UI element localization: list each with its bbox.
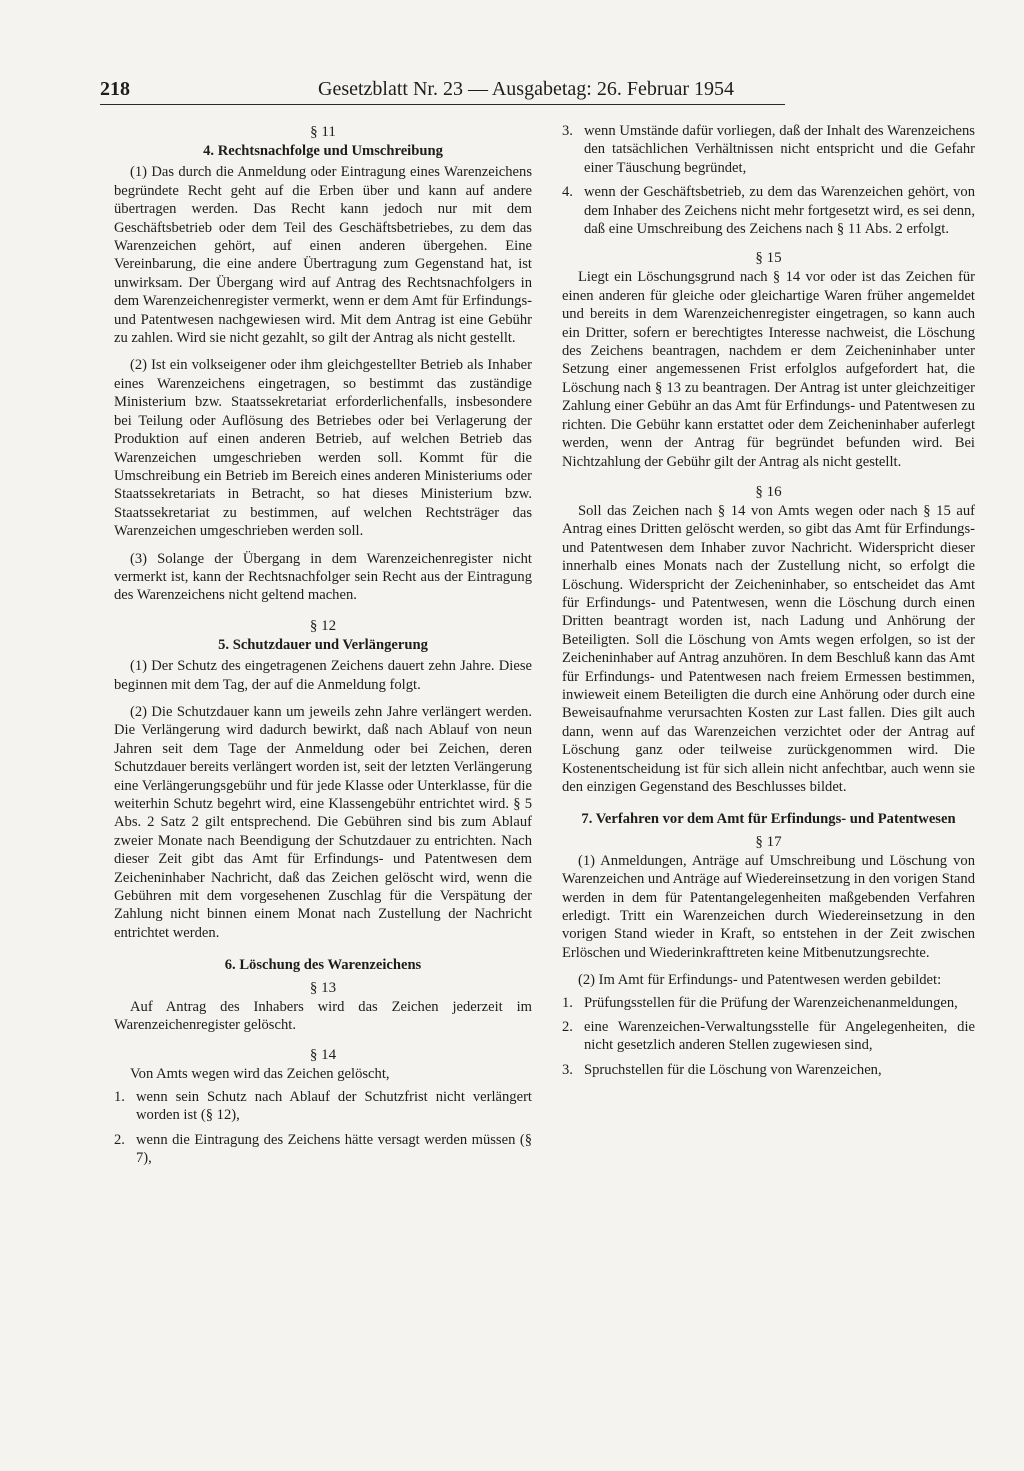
item-number: 3. — [562, 1061, 573, 1078]
section-17-heading: § 17 — [755, 833, 782, 850]
item-text: Spruchstellen für die Löschung von Warenzeichen, — [584, 1061, 882, 1078]
item-number: 2. — [114, 1131, 125, 1148]
section-14-heading: § 14 — [309, 1047, 337, 1064]
section-17-paragraph-1: (1) Anmeldungen, Anträge auf Umschreibung und Löschung von Warenzeichen und Anträge auf Wiedereinsetzung in den vorigen Stand werden in dem für Patentangelegenheiten maßgebenden Verfahren erledigt. Tritt ein Warenzeichen durch Wiedereinsetzung in den vorigen Stand wieder in Kraft, so entstehen in der Zeit zwischen Erlöschen und Wiederinkrafttreten keine Mitbenutzungsrechte. — [562, 852, 975, 961]
item-text: Prüfungsstellen für die Prüfung der Warenzeichenanmeldungen, — [584, 994, 958, 1011]
section-11-paragraph-1: (1) Das durch die Anmeldung oder Eintragung eines Warenzeichens begründete Recht geht auf die Erben über und kann auf andere übertragen werden. Das Recht kann jedoch nur mit dem Geschäftsbetrieb oder dem Teil des Geschäftsbetriebes, zu dem das Warenzeichen gehört, auf einen anderen übergehen. Eine Vereinbarung, die eine andere Übertragung zum Gegenstand hat, ist unwirksam. Der Übergang wird auf Antrag des Rechtsnachfolgers in dem Warenzeichenregister vermerkt, wenn er dem Amt für Erfindungs- und Patentwesen nachgewiesen wird. Mit dem Antrag ist eine Gebühr zu zahlen. Wird sie nicht gezahlt, so gilt der Antrag als nicht gestellt. — [114, 164, 532, 347]
section-14-item-4 — [562, 183, 975, 238]
item-text: eine Warenzeichen-Verwaltungsstelle für Angelegenheiten, die nicht gesetzlich anderen Stellen zugewiesen sind, — [584, 1019, 975, 1054]
item-text: wenn Umstände dafür vorliegen, daß der Inhalt des Warenzeichens den tatsächlichen Verhältnissen nicht entspricht und die Gefahr einer Täuschung begründet, — [584, 123, 975, 176]
chapter-5-heading: 5. Schutzdauer und Verlängerung — [218, 636, 428, 653]
section-14-item-3 — [562, 122, 975, 177]
running-title: Gesetzblatt Nr. 23 — Ausgabetag: 26. Februar 1954 — [318, 78, 735, 100]
item-number: 1. — [114, 1088, 125, 1105]
item-number: 4. — [562, 184, 573, 201]
page-header — [100, 74, 785, 105]
item-text: wenn der Geschäftsbetrieb, zu dem das Warenzeichen gehört, von dem Inhaber des Zeichens nicht mehr fortgesetzt wird, es sei denn, daß eine Umschreibung des Zeichens nach § 11 Abs. 2 erfolgt. — [584, 184, 975, 238]
section-17-item-1 — [562, 994, 975, 1012]
chapter-6-heading: 6. Löschung des Warenzeichens — [224, 957, 422, 974]
section-13-heading: § 13 — [309, 979, 337, 996]
section-12-paragraph-1: (1) Der Schutz des eingetragenen Zeichens dauert zehn Jahre. Diese beginnen mit dem Tag, der auf die Anmeldung folgt. — [114, 658, 532, 693]
item-number: 1. — [562, 994, 573, 1011]
item-number: 3. — [562, 123, 573, 139]
section-16-paragraph: Soll das Zeichen nach § 14 von Amts wegen oder nach § 15 auf Antrag eines Dritten gelöscht werden, so gibt das Amt für Erfindungs- und Patentwesen dem Inhaber zuvor Nachricht. Widerspricht dieser innerhalb eines Monats nach der Zustellung nicht, so erfolgt die Löschung. Widerspricht der Zeicheninhaber, so entscheidet das Amt für Erfindungs- und Patentwesen, wenn die Löschung durch einen Dritten beantragt worden ist, nach Ladung und Anhörung der Beteiligten. Soll die Löschung von Amts wegen erfolgen, so ist der Zeicheninhaber auf Antrag anzuhören. In dem Beschluß kann das Amt für Erfindungs- und Patentwesen nach freiem Ermessen bestimmen, inwieweit einem Beteiligten die durch eine Anhörung oder durch eine Beweisaufnahme verursachten Kosten zur Last fallen. Dies gilt auch dann, wenn auf das Warenzeichen verzichtet oder der Antrag auf Löschung ganz oder teilweise zurückgenommen wird. Die Kostenentscheidung ist für sich allein nicht anfechtbar, auch wenn sie den einzigen Gegenstand des Beschlusses bildet. — [562, 502, 975, 795]
section-13-paragraph: Auf Antrag des Inhabers wird das Zeichen jederzeit im Warenzeichenregister gelöscht. — [114, 998, 532, 1034]
section-17-paragraph-2: (2) Im Amt für Erfindungs- und Patentwesen werden gebildet: — [578, 972, 942, 989]
right-column — [562, 122, 975, 1085]
section-14-item-2 — [114, 1131, 532, 1168]
section-15-paragraph: Liegt ein Löschungsgrund nach § 14 vor oder ist das Zeichen für einen anderen für gleiche oder gleichartige Waren früher angemeldet und bereits in dem Warenzeichenregister eingetragen, so kann auch ein Dritter, sofern er berechtigtes Interesse nachweist, die Löschung des Zeichens beantragen, nachdem er dem Zeicheninhaber unter Setzung einer angemessenen Frist erfolglos aufgefordert hat, die Löschung nach § 13 zu beantragen. Der Antrag ist unter gleichzeitiger Zahlung einer Gebühr an das Amt für Erfindungs- und Patentwesen zu richten. Die Gebühr kann erstattet oder dem Zeicheninhaber auferlegt werden, wenn der Antrag für begründet befunden wird. Bei Nichtzahlung der Gebühr gilt der Antrag als nicht gestellt. — [562, 269, 975, 470]
section-14-item-1 — [114, 1088, 532, 1125]
section-14-intro: Von Amts wegen wird das Zeichen gelöscht, — [130, 1066, 390, 1083]
section-12-heading: § 12 — [309, 617, 337, 634]
section-16-heading: § 16 — [755, 483, 782, 500]
section-11-paragraph-3: (3) Solange der Übergang in dem Warenzeichenregister nicht vermerkt ist, kann der Rechtsnachfolger sein Recht aus der Eintragung des Warenzeichens nicht geltend machen. — [114, 550, 532, 604]
section-15-heading: § 15 — [755, 250, 782, 267]
item-text: wenn sein Schutz nach Ablauf der Schutzfrist nicht verlängert worden ist (§ 12), — [136, 1088, 532, 1124]
section-11-heading: § 11 — [310, 124, 336, 140]
section-17-item-2 — [562, 1018, 975, 1055]
section-17-item-3 — [562, 1061, 975, 1079]
section-11-paragraph-2: (2) Ist ein volkseigener oder ihm gleichgestellter Betrieb als Inhaber eines Warenzeichens eingetragen, so bestimmt das zuständige Ministerium bzw. Staatssekretariat erforderlichenfalls, insbesondere bei Teilung oder Auflösung des Betriebes oder bei Verlagerung der Produktion auf einen anderen Betrieb, auf welchen Betrieb das Warenzeichen umgeschrieben werden soll. Kommt für die Umschreibung ein Betrieb im Bereich eines anderen Ministeriums oder Staatssekretariats in Betracht, so hat dieses Ministerium bzw. Staatssekretariat zu bestimmen, auf welchen Rechtsträger das Warenzeichen umgeschrieben werden soll. — [114, 357, 532, 540]
item-number: 2. — [562, 1019, 573, 1036]
left-column — [114, 122, 532, 1174]
item-text: wenn die Eintragung des Zeichens hätte versagt werden müssen (§ 7), — [136, 1131, 532, 1167]
chapter-4-heading: 4. Rechtsnachfolge und Umschreibung — [203, 143, 443, 159]
section-12-paragraph-2: (2) Die Schutzdauer kann um jeweils zehn Jahre verlängert werden. Die Verlängerung wird dadurch bewirkt, daß nach Ablauf von neun Jahren seit dem Tage der Anmeldung oder bei Zeichen, deren Schutzdauer bereits verlängert worden ist, seit der letzten Verlängerung eine Verlängerungsgebühr und für jede Klasse oder Unterklasse, für die weiterhin Schutz begehrt wird, eine Klassengebühr entrichtet wird. § 5 Abs. 2 Satz 2 gilt entsprechend. Die Gebühren sind bis zum Ablauf zweier Monate nach Beendigung der Schutzdauer zu entrichten. Nach dieser Zeit gibt das Amt für Erfindungs- und Patentwesen dem Zeicheninhaber Nachricht, daß das Zeichen gelöscht wird, wenn die Gebühren mit dem vorgesehenen Zuschlag für die Verspätung der Zahlung nicht binnen einem Monat nach Zustellung der Nachricht entrichtet werden. — [114, 703, 532, 941]
chapter-7-heading: 7. Verfahren vor dem Amt für Erfindungs- und Patentwesen — [581, 811, 956, 828]
page-number: 218 — [100, 78, 130, 100]
